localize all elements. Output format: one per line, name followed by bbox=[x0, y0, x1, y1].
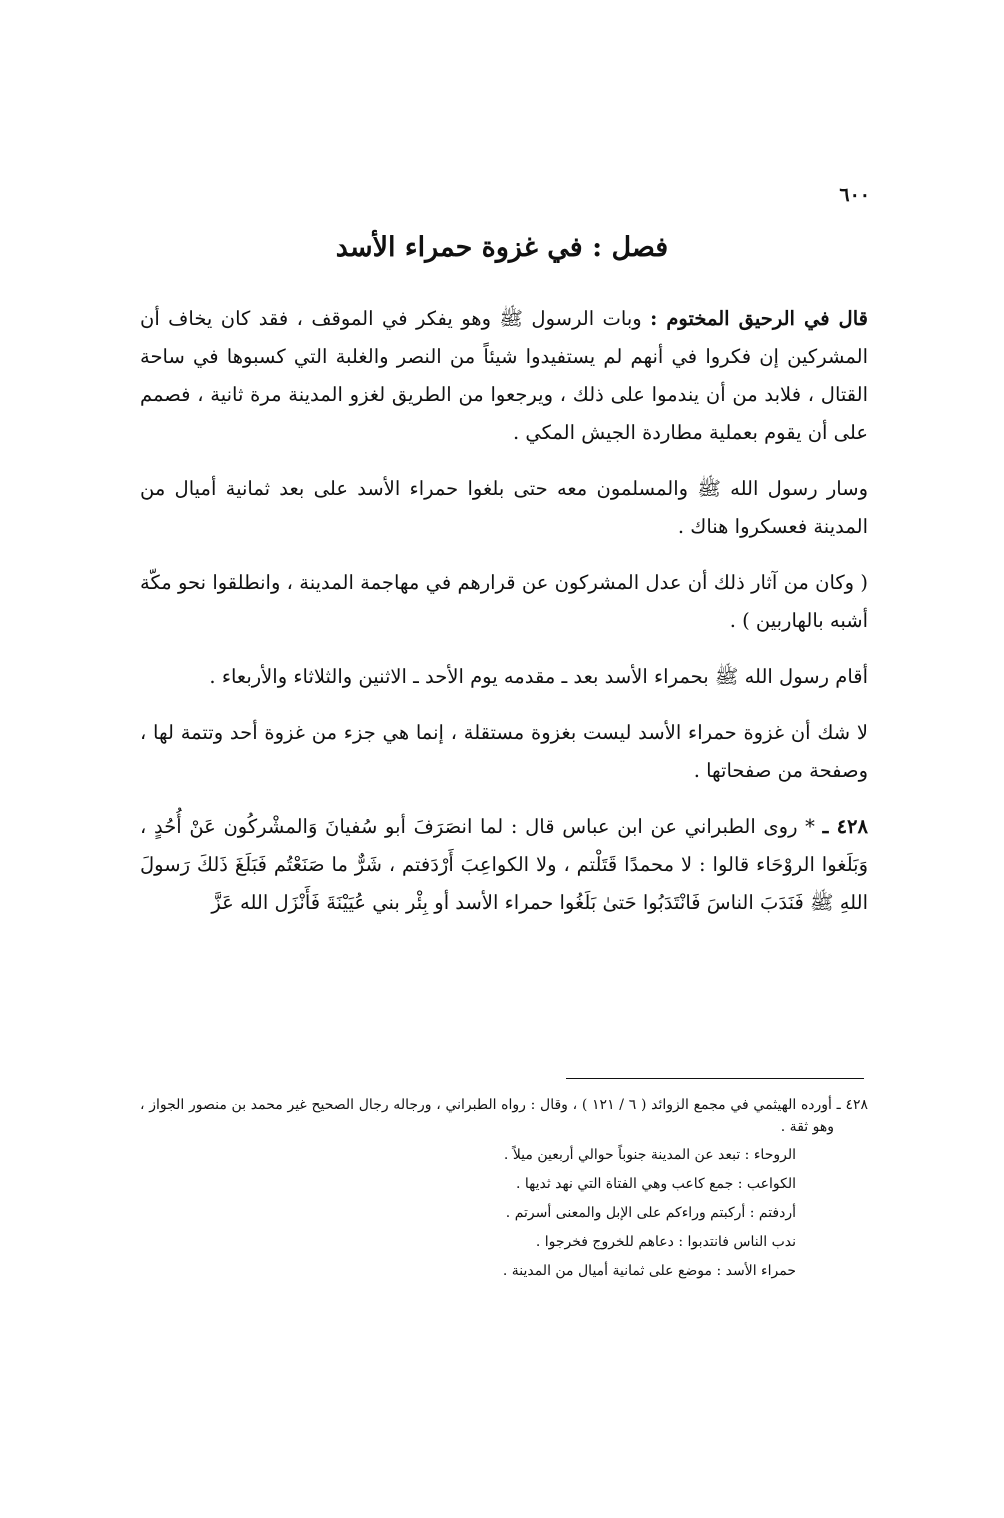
paragraph-text: وبات الرسول ﷺ وهو يفكر في الموقف ، فقد كان يخاف أن المشركين إن فكروا في أنهم لم يستفيدوا شيئاً من النصر والغلبة التي كسبوها في ساحة القتال ، فلابد من أن يندموا على ذلك ، ويرجعوا من الطريق لغزو المدينة مرة ثانية ، فصمم على أن يقوم بعملية مطاردة الجيش المكي . bbox=[140, 307, 868, 444]
footnote-gloss: الروحاء : تبعد عن المدينة جنوباً حوالي أربعين ميلاً . bbox=[503, 1147, 796, 1163]
paragraph-text: ( وكان من آثار ذلك أن عدل المشركون عن قرارهم في مهاجمة المدينة ، وانطلقوا نحو مكّة أشبه بالهاربين ) . bbox=[140, 571, 868, 632]
paragraph-text: أقام رسول الله ﷺ بحمراء الأسد بعد ـ مقدمه يوم الأحد ـ الاثنين والثلاثاء والأربعاء . bbox=[209, 665, 868, 688]
paragraph-lead: قال في الرحيق المختوم : bbox=[650, 307, 868, 330]
paragraph-text: لا شك أن غزوة حمراء الأسد ليست بغزوة مستقلة ، إنما هي جزء من غزوة أحد وتتمة لها ، وصفحة من صفحاتها . bbox=[140, 721, 868, 782]
body-text bbox=[140, 300, 868, 940]
paragraph-3 bbox=[140, 564, 868, 640]
footnote-gloss: ندب الناس فانتدبوا : دعاهم للخروج فخرجوا . bbox=[535, 1234, 796, 1250]
chapter-title: فصل : في غزوة حمراء الأسد bbox=[335, 232, 669, 263]
paragraph-2 bbox=[140, 470, 868, 546]
footnote-gloss: الكواعب : جمع كاعب وهي الفتاة التي نهد ثديها . bbox=[515, 1176, 796, 1192]
paragraph-4 bbox=[140, 658, 868, 696]
page-number: ٦٠٠ bbox=[839, 184, 870, 206]
footnote-gloss: حمراء الأسد : موضع على ثمانية أميال من المدينة . bbox=[502, 1263, 796, 1279]
footnote-gloss: أردفتم : أركبتم وراءكم على الإبل والمعنى أسرتم . bbox=[505, 1205, 796, 1221]
paragraph-hadith-428 bbox=[140, 808, 868, 922]
paragraph-text: وسار رسول الله ﷺ والمسلمون معه حتى بلغوا حمراء الأسد على بعد ثمانية أميال من المدينة فعسكروا هناك . bbox=[140, 477, 868, 538]
footnote-divider bbox=[566, 1078, 864, 1079]
footnotes bbox=[140, 1094, 868, 1289]
paragraph-text: * روى الطبراني عن ابن عباس قال : لما انصَرَفَ أبو سُفيانَ وَالمشْركُون عَنْ أُحُدٍ ، وَبَلَغوا الروْحَاء قالوا : لا محمدًا قَتَلْتم ، ولا الكواعِبَ أَرْدَفتم ، شَرٌّ ما صَنَعْتُم فَبَلَغَ ذَلكَ رَسولَ اللهِ ﷺ فَنَدَبَ الناسَ فَانْتَدَبُوا حَتىٰ بَلَغُوا حمراء الأسد أو بِئْر بني عُيَيْنَةَ فَأَنْزَل الله عَزَّ bbox=[140, 815, 868, 914]
footnote-main: ٤٢٨ ـ أورده الهيثمي في مجمع الزوائد ( ٦ / ١٢١ ) ، وقال : رواه الطبراني ، ورجاله رجال الصحيح غير محمد بن منصور الجواز ، وهو ثقة . bbox=[140, 1097, 869, 1135]
hadith-number: ٤٢٨ ـ bbox=[822, 815, 868, 838]
paragraph-5 bbox=[140, 714, 868, 790]
paragraph-1 bbox=[140, 300, 868, 452]
